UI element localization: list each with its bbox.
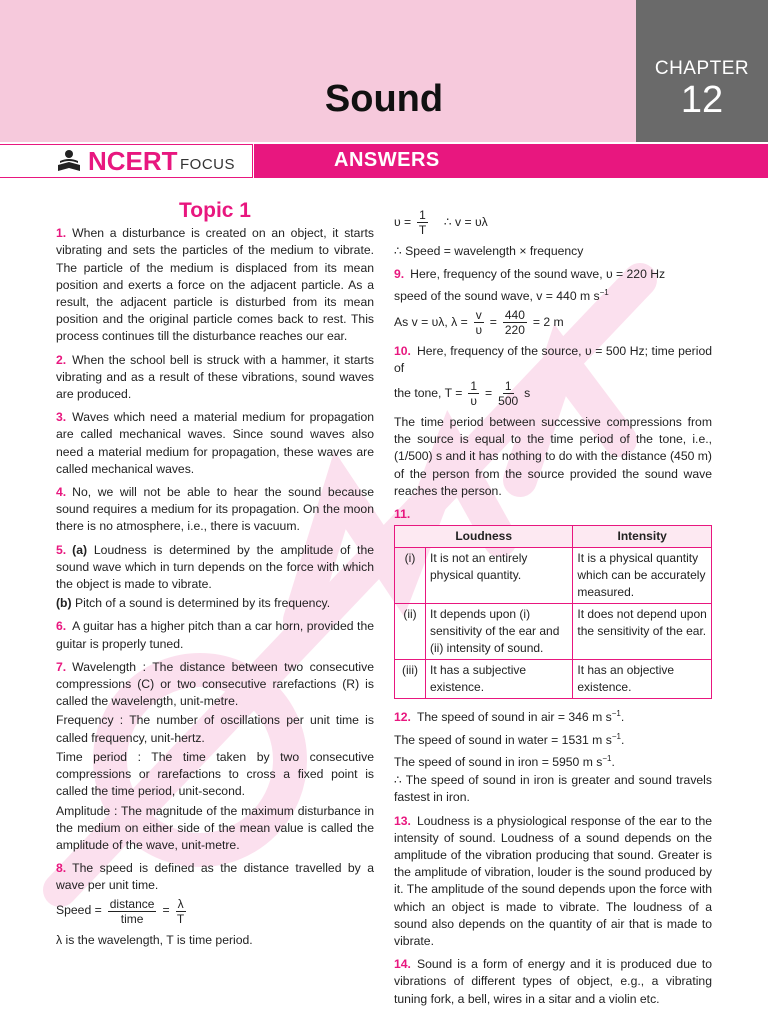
table-header-row bbox=[395, 526, 712, 548]
frequency-formula: υ = $\frac{1}{T}$ ∴ v = υλ bbox=[394, 208, 488, 237]
answer-4: 4. No, we will not be able to hear the sound because sound requires a medium for its propagation. On the moon there is no atmosphere, i.e., there is vacuum. bbox=[56, 485, 374, 534]
answer-9: 9. Here, frequency of the sound wave, υ = 220 Hz bbox=[394, 267, 666, 282]
answer-12-conclusion: ∴ The speed of sound in iron is greater and sound travels fastest in iron. bbox=[394, 773, 712, 805]
loudness-intensity-table bbox=[394, 525, 712, 699]
answer-2: 2. When the school bell is struck with a hammer, it starts vibrating and as a result of these vibrations, sound waves are produced. bbox=[56, 352, 374, 402]
reader-icon bbox=[56, 149, 82, 173]
chapter-box bbox=[636, 0, 768, 142]
answer-1: 1. When a disturbance is created on an object, it starts vibrating and sets the particles of the medium to vibrate. The particle of the medium is displaced from its mean position and exerts a force on the adjacent particle. As a result, the adjacent particle is disturbed from its mean position and the original particle comes back to rest. This process continues till the disturbance reaches our ear. bbox=[56, 226, 374, 344]
answer-9-speed: speed of the sound wave, v = 440 m $s^{-1}$ bbox=[394, 288, 609, 304]
table-header-loudness: Loudness bbox=[395, 526, 573, 548]
topic-heading: Topic 1 bbox=[179, 199, 251, 222]
chapter-number: 12 bbox=[680, 79, 724, 121]
answer-3: 3. Waves which need a material medium for propagation are called mechanical waves. Since sound waves also need a material medium for propagation, these waves are called mechanical waves. bbox=[56, 410, 374, 476]
answer-10: 10. Here, frequency of the source, υ = 500 Hz; time period of bbox=[394, 343, 712, 375]
ncert-focus-label: FOCUS bbox=[180, 156, 235, 173]
table-row: (i) It is not an entirely physical quantity. It is a physical quantity which can be accurately measured. bbox=[395, 548, 712, 604]
table-row: (iii) It has a subjective existence. It has an objective existence. bbox=[395, 660, 712, 699]
lambda-over-t: $\frac{\lambda}{T}$ bbox=[176, 896, 185, 926]
answers-label: ANSWERS bbox=[334, 149, 440, 171]
answer-7-time-period: Time period : The time taken by two consecutive compressions or rarefactions to cross a fixed point is called the time period, unit-second. bbox=[56, 749, 374, 799]
table-header-intensity: Intensity bbox=[573, 526, 712, 548]
therefore-line: ∴ Speed = wavelength × frequency bbox=[394, 244, 584, 258]
answer-6: 6. A guitar has a higher pitch than a car horn, provided the guitar is properly tuned. bbox=[56, 619, 374, 651]
answer-13: 13. Loudness is a physiological response of the ear to the intensity of sound. Loudness of a sound depends on the amplitude of the vibration producing that sound. Greater is the amplitude of vibration, louder is the sound produced by it. The amplitude of the sound depends upon the force with which an object is made to vibrate. The loudness of a sound also depends on the quantity of air that is made to vibrate. bbox=[394, 813, 712, 948]
answer-12-air: 12. The speed of sound in air = 346 m $s^{-1}$. bbox=[394, 709, 625, 725]
answer-5a: 5. (a) Loudness is determined by the amplitude of the sound wave which in turn depends on the force with which the object is made to vibrate. bbox=[56, 542, 374, 592]
time-period-formula: the tone, T = $\frac{1}{\upsilon}$ = $\frac{1}{500}$ s bbox=[394, 379, 531, 409]
answer-14: 14. Sound is a form of energy and it is produced due to vibrations of different types of object, e.g., a vibrating tuning fork, a bell, wires in a sitar and a violin etc. bbox=[394, 957, 712, 1006]
answer-7-amplitude: Amplitude : The magnitude of the maximum disturbance in the medium on either side of the mean value is called the amplitude of the wave, unit-metre. bbox=[56, 803, 374, 852]
speed-formula: Speed = $\frac{\text{distance}}{\text{time}}$ = $\frac{\lambda}{T}$ bbox=[56, 896, 185, 926]
answer-7-frequency: Frequency : The number of oscillations per unit time is called frequency, unit-hertz. bbox=[56, 713, 374, 745]
answer-12-water: The speed of sound in water = 1531 m $s^{-1}$. bbox=[394, 731, 625, 747]
answer-8: 8. The speed is defined as the distance travelled by a wave per unit time. bbox=[56, 861, 374, 893]
distance-over-time: $\frac{\text{distance}}{\text{time}}$ bbox=[109, 896, 155, 926]
answers-banner bbox=[254, 144, 768, 178]
answer-8-note: λ is the wavelength, T is time period. bbox=[56, 932, 253, 947]
table-row: (ii) It depends upon (i) sensitivity of the ear and (ii) intensity of sound. It does not depend upon the sensitivity of the ear. bbox=[395, 604, 712, 660]
page-title: Sound bbox=[324, 78, 444, 120]
answer-12-iron: The speed of sound in iron = 5950 m $s^{-1}$. bbox=[394, 753, 615, 769]
left-column bbox=[56, 199, 374, 955]
answer-10-explanation: The time period between successive compressions from the source is equal to the time period of the tone, i.e., (1/500) s and it has nothing to do with the distance (450 m) of the person from the source provided the sound wave reaches the person. bbox=[394, 415, 712, 498]
answer-5b: (b) Pitch of a sound is determined by its frequency. bbox=[56, 596, 331, 611]
wavelength-formula: As v = υλ, λ = $\frac{v}{\upsilon}$ = $\frac{440}{220}$ = 2 m bbox=[394, 307, 564, 337]
ncert-focus-banner bbox=[0, 144, 253, 178]
chapter-label: CHAPTER bbox=[654, 58, 750, 79]
ncert-brand: NCERT bbox=[88, 146, 178, 176]
answer-7: 7. Wavelength : The distance between two consecutive compressions (C) or two consecutive rarefactions (R) is called the wavelength, unit-metre. bbox=[56, 659, 374, 709]
answer-11-label: 11. bbox=[394, 507, 411, 522]
right-column bbox=[394, 206, 712, 1014]
